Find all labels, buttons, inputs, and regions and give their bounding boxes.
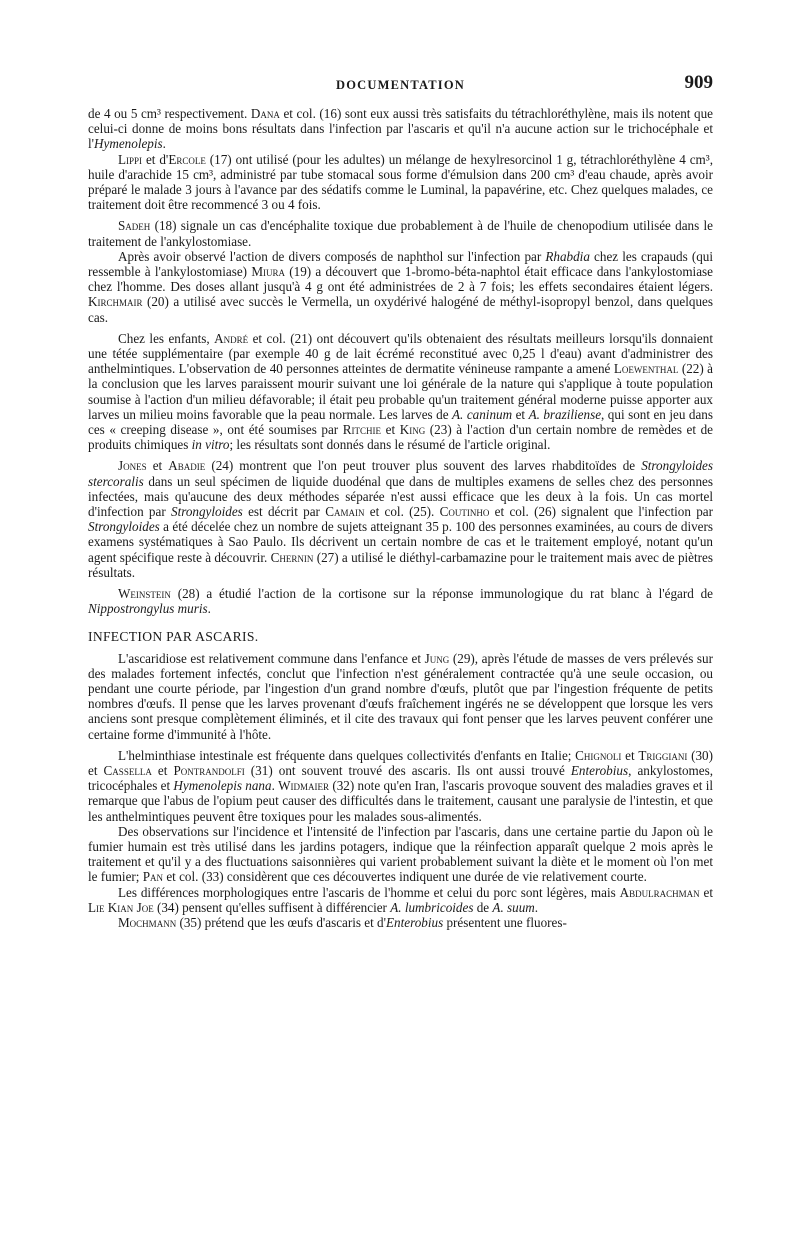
taxon-name: Hymenolepis nana bbox=[173, 778, 272, 794]
text-run: Des observations sur l'incidence et l'intensité de l'infection par l'ascaris, dans une certaine partie du Japon où le fumier humain est très utilisé dans les jardins potagers, indique que la réinfection apparaît quelque 2 mois après le traitement et qu'il y a des fluctuations saisonnières qui varient probablement suivant la diète et le moment où l'on met le fumier; bbox=[88, 823, 713, 885]
taxon-name: A. lumbricoides bbox=[390, 899, 474, 915]
text-run: (24) montrent que l'on peut trouver plus souvent des larves rhabditoïdes de bbox=[205, 458, 642, 474]
paragraph bbox=[88, 651, 713, 742]
author-name: Lie Kian Joe bbox=[88, 899, 154, 915]
paragraph bbox=[88, 152, 713, 213]
text-run: et bbox=[512, 406, 529, 422]
author-name: Lippi bbox=[118, 151, 143, 167]
taxon-name: Enterobius bbox=[386, 914, 444, 930]
author-name: Pontrandolfi bbox=[173, 762, 245, 778]
text-run: de bbox=[473, 899, 493, 915]
author-name: Mochmann bbox=[118, 914, 177, 930]
taxon-name: A. suum bbox=[492, 899, 535, 915]
text-run: de 4 ou 5 cm³ respectivement. bbox=[88, 106, 251, 121]
text-run: et bbox=[151, 762, 174, 778]
text-run: (22) à la conclusion que les larves paraissent mourir suivant une loi générale de la nature qui s'applique à toute population soumise à l'action d'un milieu défavorable; il était peu probable qu'un traitement général moderne puisse apporter aux larves un milieu moins favorable que la peau normale. Les larves de bbox=[88, 361, 714, 422]
author-name: Triggiani bbox=[638, 747, 688, 763]
text-run: . bbox=[207, 601, 211, 617]
author-name: Pan bbox=[142, 869, 164, 885]
text-run: et bbox=[381, 422, 400, 438]
paragraph bbox=[88, 885, 713, 915]
text-run: , ankylostomes, tricocéphales et bbox=[88, 762, 713, 794]
author-name: Weinstein bbox=[118, 586, 171, 602]
author-name: Widmaier bbox=[278, 778, 330, 794]
running-title: DOCUMENTATION bbox=[335, 78, 466, 92]
taxon-name: Hymenolepis bbox=[94, 136, 163, 152]
paragraph bbox=[88, 748, 713, 824]
paragraph bbox=[88, 586, 713, 616]
text-run: ; les résultats sont donnés dans le résumé de l'article original. bbox=[229, 437, 551, 453]
author-name: Ercole bbox=[168, 151, 206, 167]
text-run: et col. (21) ont découvert qu'ils obtenaient des résultats meilleurs lorsqu'ils donnaient une tétée supplémentaire (par exemple 40 g de lait écrémé reconstitué avec 0,25 l d'eau) avant d'administrer des anthelmintiques. L'observation de 40 personnes atteintes de dermatite vénineuse rampante a amené bbox=[88, 330, 713, 377]
text-run: Les différences morphologiques entre l'ascaris de l'homme et celui du porc sont légères, mais bbox=[118, 884, 620, 900]
text-run: (17) ont utilisé (pour les adultes) un mélange de hexylresorcinol 1 g, tétrachloréthylène 4 cm³, huile d'arachide 15 cm³, administré par tube stomacal sous forme d'émulsion dans 200 cm³ d'eau chaude, après avoir préparé le malade 3 jours à l'avance par des sédatifs comme le Luminal, la papavérine, etc. Chez quelques malades, ce traitement doit être recommencé 3 ou 4 fois. bbox=[88, 151, 713, 213]
text-run: et col. (16) sont eux aussi très satisfaits du tétrachloréthylène, mais ils notent que celui-ci donne de moins bons résultats dans l'infection par l'ascaris et qu'il n'a aucune action sur le trichocéphale et l' bbox=[88, 106, 713, 152]
page-number: 909 bbox=[684, 72, 713, 93]
author-name: Coutinho bbox=[439, 504, 490, 520]
author-name: Camain bbox=[325, 504, 365, 520]
author-name: Chignoli bbox=[575, 747, 622, 763]
author-name: Ritchie bbox=[342, 422, 382, 438]
text-run: (18) signale un cas d'encéphalite toxique due probablement à de l'huile de chenopodium utilisée dans le traitement de l'ankylostomiase. bbox=[88, 218, 713, 249]
author-name: Jung bbox=[424, 650, 450, 666]
paragraph bbox=[88, 915, 713, 930]
text-run: (29), après l'étude de masses de vers prélevés sur des malades fortement infectés, conclut que l'infection n'est généralement contractée qu'à une seule occasion, ou pendant une courte période, par l'ingestion d'un grand nombre d'œufs, plutôt que par l'ingestion fréquente de petits nombres d'œufs. Il pense que les larves provenant d'œufs fraîchement ingérés ne se développent que lorsque les vers anciens sont presque complètement éliminés, et il cite des travaux qui font penser que les larves peuvent conférer une certaine forme d'immunité à l'hôte. bbox=[88, 650, 713, 742]
text-run: . bbox=[534, 899, 539, 915]
text-run: présentent une fluores- bbox=[443, 914, 567, 930]
text-run: et d' bbox=[142, 151, 169, 167]
text-run: (34) pensent qu'elles suffisent à différencier bbox=[153, 899, 391, 915]
taxon-name: Strongyloides bbox=[88, 519, 160, 535]
article-body bbox=[88, 106, 713, 930]
text-run: (35) prétend que les œufs d'ascaris et d' bbox=[176, 914, 386, 930]
author-name: Kirchmair bbox=[88, 294, 143, 310]
text-run: L'helminthiase intestinale est fréquente dans quelques collectivités d'enfants en Italie; bbox=[118, 747, 576, 763]
paragraph bbox=[88, 218, 713, 248]
text-run: et bbox=[621, 747, 639, 763]
text-run: (28) a étudié l'action de la cortisone sur la réponse immunologique du rat blanc à l'égard de bbox=[170, 586, 713, 602]
author-name: King bbox=[399, 422, 426, 438]
text-run: , qui sont en jeu dans ces « creeping disease », ont été soumises par bbox=[88, 406, 713, 438]
text-run: et col. (33) considèrent que ces découvertes indiquent une durée de vie relativement courte. bbox=[163, 869, 647, 885]
paragraph bbox=[88, 824, 713, 885]
paragraph bbox=[88, 458, 713, 580]
text-run: (30) et bbox=[88, 747, 713, 778]
author-name: Sadeh bbox=[118, 218, 151, 234]
text-run: (31) ont souvent trouvé des ascaris. Ils ont aussi trouvé bbox=[244, 762, 571, 778]
taxon-name: Nippostrongylus muris bbox=[88, 601, 208, 617]
taxon-name: in vitro bbox=[191, 437, 230, 453]
taxon-name: Rhabdia bbox=[545, 248, 590, 264]
taxon-name: Enterobius bbox=[570, 762, 629, 778]
text-run: chez les crapauds (qui ressemble à l'ankylostomiase) bbox=[88, 248, 714, 280]
taxon-name: Strongyloides bbox=[171, 504, 243, 520]
text-run: (23) à l'action d'un certain nombre de remèdes et de produits chimiques bbox=[88, 422, 714, 453]
taxon-name: Strongyloides stercoralis bbox=[88, 458, 713, 489]
text-run: et col. (26) signalent que l'infection par bbox=[489, 504, 714, 520]
text-run: Chez les enfants, bbox=[118, 330, 215, 346]
author-name: André bbox=[214, 330, 249, 346]
text-run: Après avoir observé l'action de divers composés de naphthol sur l'infection par bbox=[118, 248, 546, 264]
text-run: est décrit par bbox=[242, 504, 326, 520]
author-name: Dana bbox=[250, 106, 280, 121]
taxon-name: A. braziliense bbox=[528, 406, 602, 422]
author-name: Chernin bbox=[270, 549, 314, 565]
paragraph bbox=[88, 331, 713, 453]
text-run: et bbox=[699, 884, 713, 900]
paragraph bbox=[88, 249, 713, 325]
taxon-name: A. caninum bbox=[452, 406, 513, 422]
text-run: et bbox=[146, 458, 169, 474]
text-run: (19) a découvert que 1-bromo-béta-naphtol était efficace dans l'ankylostomiase chez l'homme. Des doses allant jusqu'à 4 g ont été administrées de 2 à 7 fois; les effets secondaires étaient légers. bbox=[88, 264, 713, 295]
author-name: Abadie bbox=[168, 458, 206, 474]
author-name: Abdulrachman bbox=[619, 884, 700, 900]
author-name: Cassella bbox=[103, 762, 152, 778]
author-name: Loewenthal bbox=[613, 361, 679, 377]
text-run: et col. (25). bbox=[364, 504, 440, 520]
section-heading: INFECTION PAR ASCARIS. bbox=[88, 628, 259, 644]
text-run: L'ascaridiose est relativement commune dans l'enfance et bbox=[118, 650, 425, 666]
author-name: Jones bbox=[118, 458, 147, 474]
text-run: . bbox=[271, 778, 279, 794]
author-name: Miura bbox=[251, 264, 285, 280]
text-run: (27) a utilisé le diéthyl-carbamazine pour le traitement mais avec de piètres résultats. bbox=[88, 549, 713, 580]
text-run: a été décelée chez un nombre de sujets atteignant 35 p. 100 des personnes examinées, au cours de divers examens systématiques à Sao Paulo. Ils décrivent un certain nombre de cas et le traitement employé, notant qu'un agent spécifique reste à découvrir. bbox=[88, 519, 713, 565]
text-run: dans un seul spécimen de liquide duodénal que dans de multiples examens de selles chez des personnes infectées, mais qu'aucune des deux méthodes séparée n'est aussi efficace que les deux à la fois. Un cas mortel d'infection par bbox=[88, 473, 713, 520]
paragraph bbox=[88, 106, 713, 152]
running-header bbox=[88, 72, 713, 94]
text-run: (20) a utilisé avec succès le Vermella, un oxydérivé halogéné de méthyl-isopropyl benzol, dans quelques cas. bbox=[88, 294, 713, 325]
text-run: (32) note qu'en Iran, l'ascaris provoque souvent des maladies graves et il remarque que l'abus de l'opium peut causer des difficultés dans le traitement, causant une paralysie de l'intestin, et que les anthelmintiques peuvent être toxiques pour les malades sous-alimentés. bbox=[88, 778, 714, 824]
text-run: . bbox=[162, 136, 166, 152]
